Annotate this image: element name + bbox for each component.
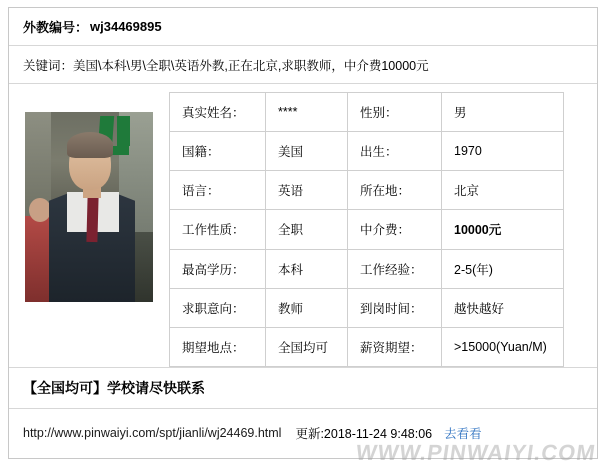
resume-url[interactable]: http://www.pinwaiyi.com/spt/jianli/wj24469.html (23, 426, 282, 440)
teacher-id-value: wj34469895 (90, 19, 162, 34)
field-label: 求职意向： (170, 288, 266, 327)
field-value: 本科 (266, 249, 348, 288)
field-value: 1970 (442, 132, 564, 171)
field-value: 英语 (266, 171, 348, 210)
view-link[interactable]: 去看看 (444, 427, 482, 441)
table-row (170, 171, 564, 210)
field-label: 真实姓名： (170, 93, 266, 132)
field-label: 薪资期望： (348, 327, 442, 366)
field-label: 所在地： (348, 171, 442, 210)
field-label: 语言： (170, 171, 266, 210)
teacher-id-row (9, 8, 597, 46)
field-label: 到岗时间： (348, 288, 442, 327)
field-value: 越快越好 (442, 288, 564, 327)
availability-note: 【全国均可】学校请尽快联系 (9, 367, 597, 409)
field-label: 中介费： (348, 210, 442, 249)
keywords-row (9, 46, 597, 84)
field-label: 期望地点： (170, 327, 266, 366)
field-value: 北京 (442, 171, 564, 210)
keywords-value: 美国\本科\男\全职\英语外教,正在北京,求职教师，中介费10000元 (73, 58, 429, 73)
photo-cell (9, 84, 169, 367)
field-label: 出生： (348, 132, 442, 171)
resume-card (8, 7, 598, 459)
field-label: 工作经验： (348, 249, 442, 288)
keywords-label: 关键词： (23, 58, 74, 73)
field-label: 工作性质： (170, 210, 266, 249)
table-row (170, 249, 564, 288)
field-value: **** (266, 93, 348, 132)
table-row (170, 132, 564, 171)
updated-timestamp: 更新:2018-11-24 9:48:06 (295, 427, 433, 441)
site-watermark: WWW.PINWAIYI.COM (354, 440, 598, 465)
field-value: 2-5(年) (442, 249, 564, 288)
footer-row (9, 409, 597, 457)
table-row (170, 210, 564, 249)
field-value: >15000(Yuan/M) (442, 327, 564, 366)
field-label: 国籍： (170, 132, 266, 171)
field-value: 全国均可 (266, 327, 348, 366)
profile-body (9, 84, 597, 367)
field-label: 性别： (348, 93, 442, 132)
table-row (170, 288, 564, 327)
field-label: 最高学历： (170, 249, 266, 288)
agency-fee-value: 10000元 (442, 210, 564, 249)
field-value: 美国 (266, 132, 348, 171)
teacher-photo (25, 112, 153, 302)
table-row (170, 93, 564, 132)
field-value: 全职 (266, 210, 348, 249)
field-value: 男 (442, 93, 564, 132)
table-row (170, 327, 564, 366)
info-table (169, 92, 564, 367)
teacher-id-label: 外教编号： (23, 20, 89, 35)
field-value: 教师 (266, 288, 348, 327)
